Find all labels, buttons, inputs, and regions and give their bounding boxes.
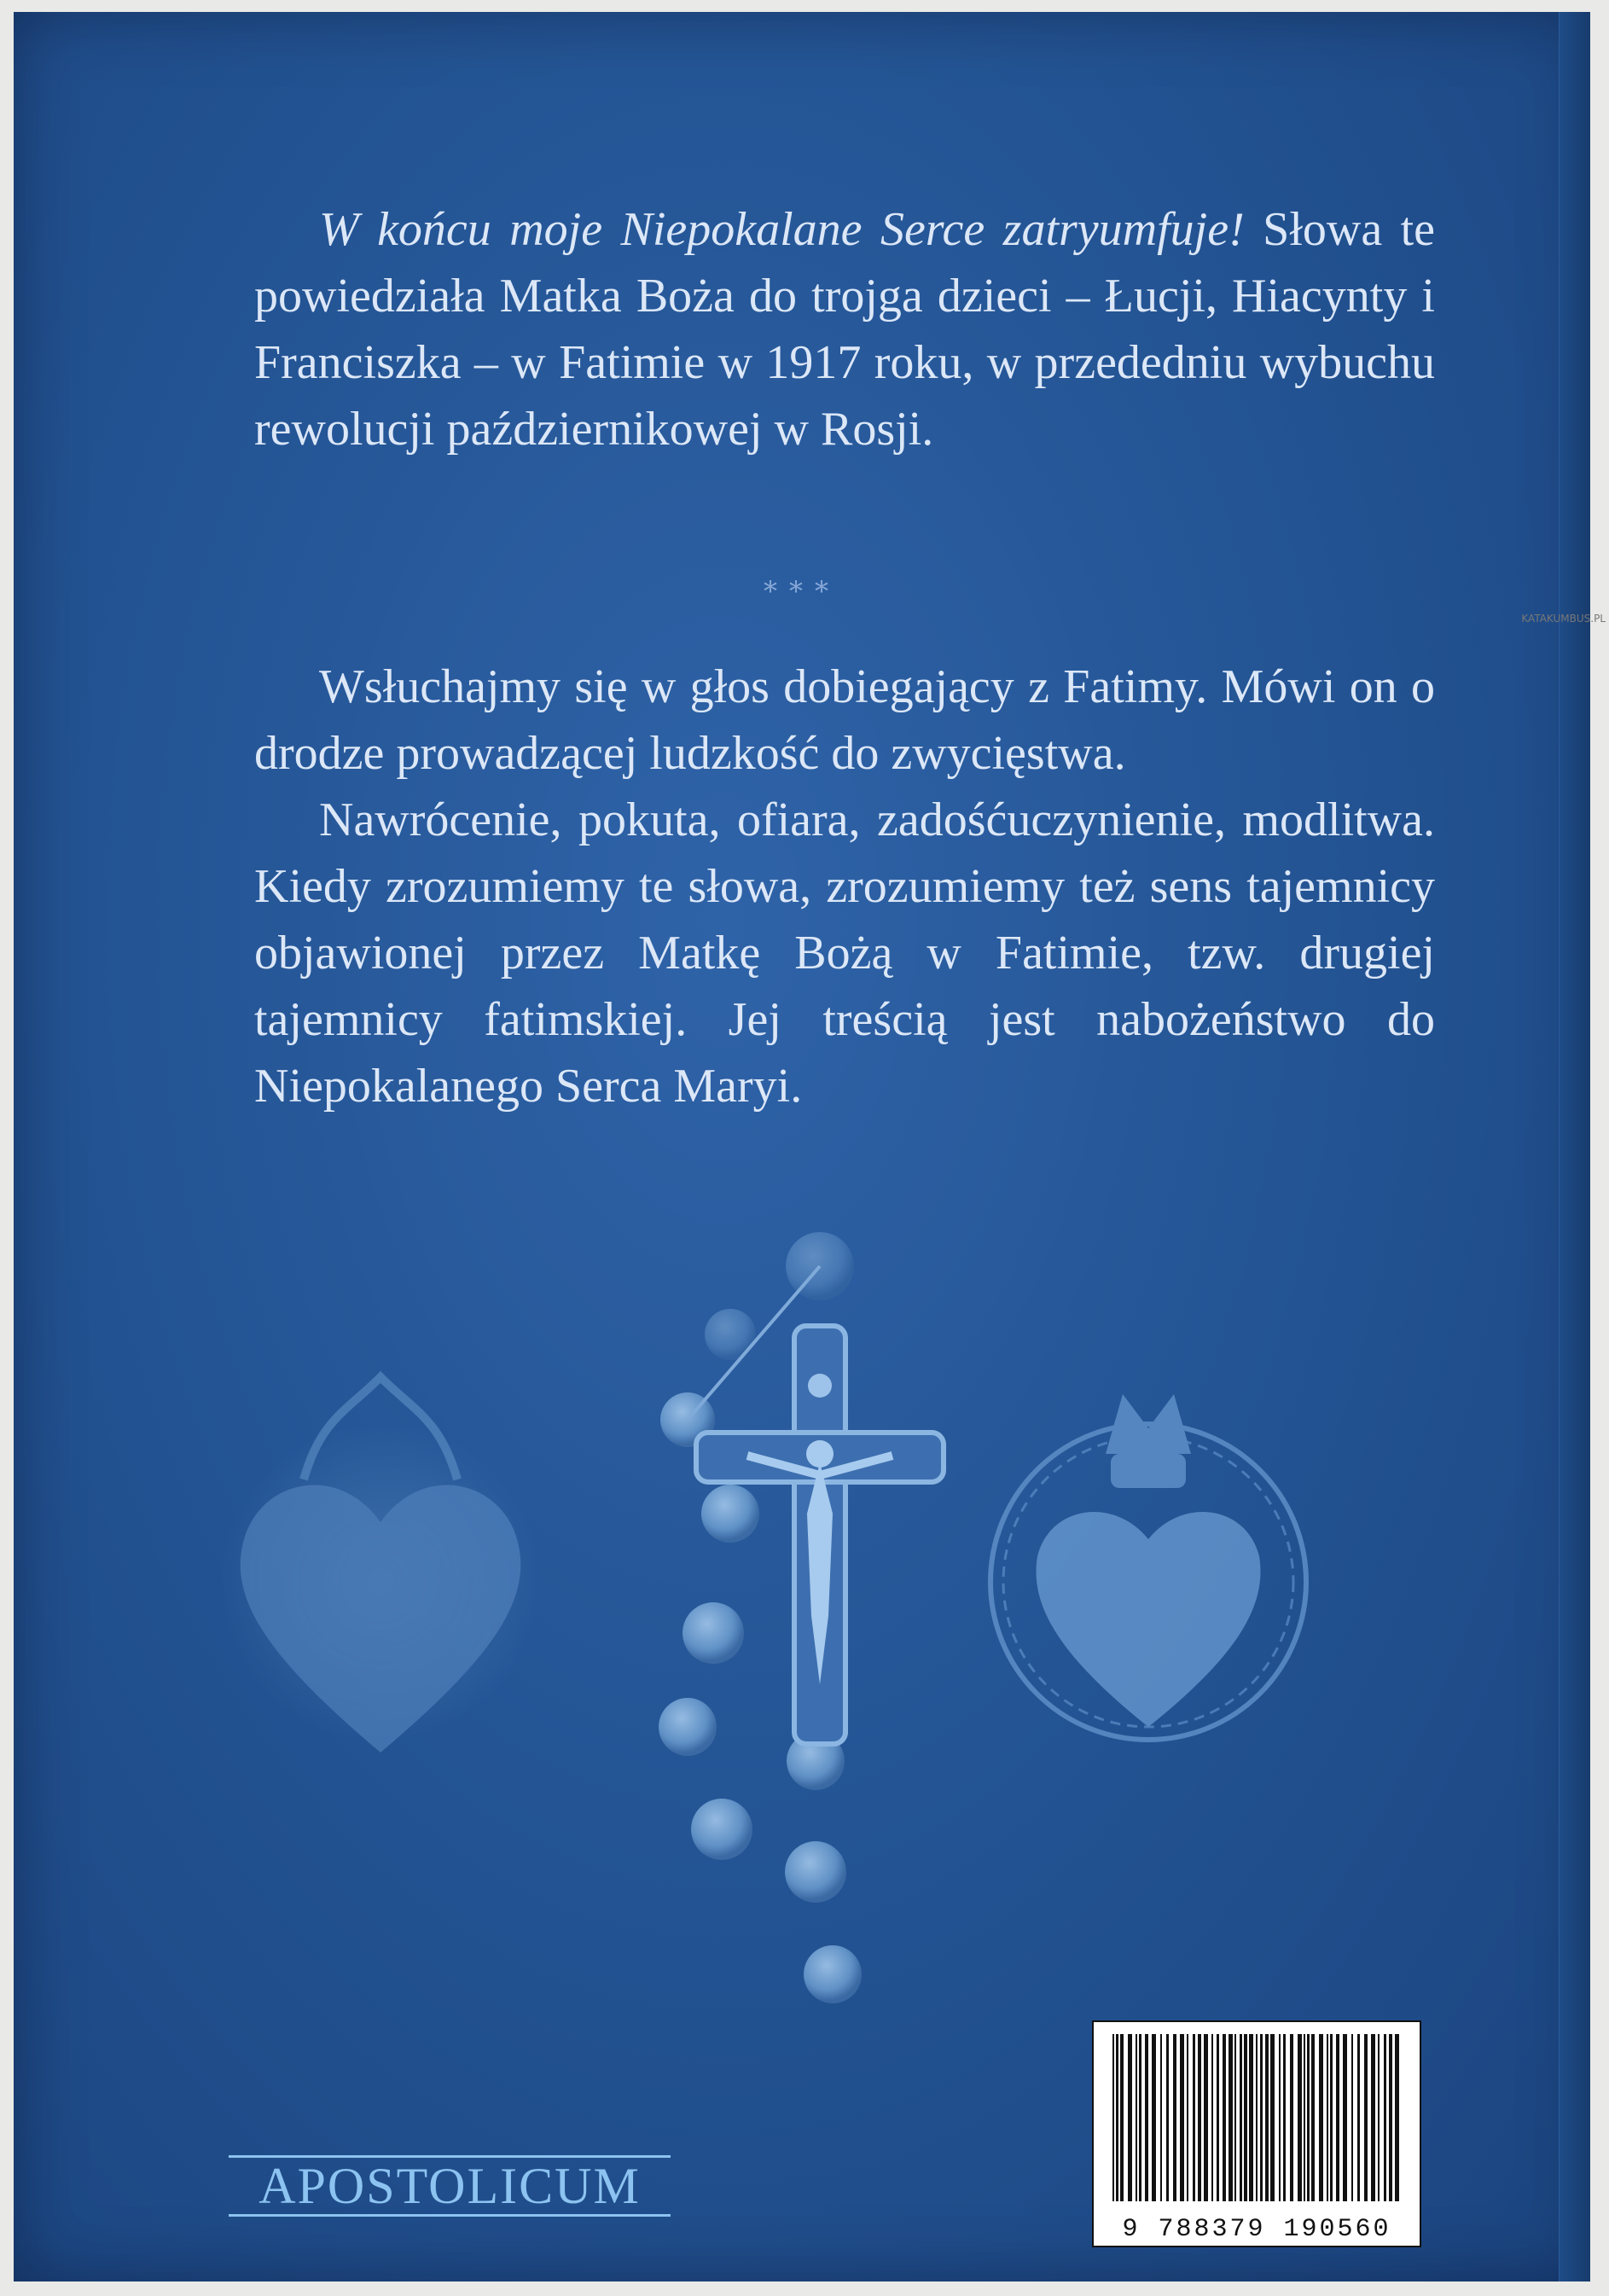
barcode-bar — [1211, 2034, 1213, 2201]
barcode-bar — [1139, 2034, 1141, 2201]
barcode-bar — [1145, 2034, 1148, 2201]
barcode-bar — [1389, 2034, 1392, 2201]
barcode-bar — [1193, 2034, 1195, 2201]
barcode-bars — [1094, 2022, 1420, 2210]
barcode-bar — [1307, 2034, 1310, 2201]
barcode-bar — [1395, 2034, 1399, 2201]
left-heart-icon — [218, 1377, 543, 1753]
barcode-bar — [1343, 2034, 1347, 2201]
barcode-bar — [1112, 2034, 1114, 2201]
barcode-bar — [1256, 2034, 1258, 2201]
separator-stars: *** — [764, 575, 840, 607]
barcode-bar — [1283, 2034, 1286, 2201]
barcode-bar — [1244, 2034, 1247, 2201]
barcode-bar — [1378, 2034, 1380, 2201]
barcode-bar — [1336, 2034, 1339, 2201]
barcode-bar — [1319, 2034, 1323, 2201]
barcode-digits: 9 788379 190560 — [1122, 2215, 1391, 2244]
barcode-bar — [1152, 2034, 1156, 2201]
barcode-bar — [1249, 2034, 1253, 2201]
barcode-bar — [1371, 2034, 1375, 2201]
barcode-bar — [1279, 2034, 1281, 2201]
barcode-bar — [1384, 2034, 1386, 2201]
barcode-bar — [1116, 2034, 1118, 2201]
right-heart-icon — [990, 1394, 1306, 1740]
barcode-bar — [1223, 2034, 1226, 2201]
publisher-logo — [224, 2155, 676, 2217]
barcode-bar — [1265, 2034, 1269, 2201]
barcode-bar — [1357, 2034, 1360, 2201]
barcode-bar — [1198, 2034, 1201, 2201]
barcode-bar — [1234, 2034, 1236, 2201]
paragraph-1: Słowa te powiedziała Matka Boża do trojga dzieci – Łucji, Hiacynty i Franciszka – w Fatimie w 1917 roku, w przededniu wybuchu rewolucji październikowej w Rosji. — [254, 203, 1436, 456]
book-back-cover — [14, 12, 1590, 2281]
barcode-bar — [1187, 2034, 1188, 2201]
barcode-bar — [1160, 2034, 1162, 2201]
barcode-bar — [1217, 2034, 1219, 2201]
barcode-bar — [1173, 2034, 1176, 2201]
paragraph-3: Nawrócenie, pokuta, ofiara, zadośćuczynienie, modlitwa. Kiedy zrozumiemy te słowa, zrozumiemy też sens tajemnicy objawionej przez Matkę Bożą w Fatimie, tzw. drugiej tajemnicy fatimskiej. Jej treścią jest nabożeństwo do Niepokalanego Serca Maryi. — [254, 793, 1435, 1113]
barcode-bar — [1240, 2034, 1242, 2201]
barcode-bar — [1330, 2034, 1333, 2201]
barcode-bar — [1260, 2034, 1263, 2201]
barcode-bar — [1364, 2034, 1368, 2201]
watermark: KATAKUMBUS.PL — [1521, 613, 1606, 625]
logo-rule — [229, 2214, 671, 2217]
barcode-bar — [1180, 2034, 1184, 2201]
intro-text — [254, 196, 1435, 462]
paragraph-2: Wsłuchajmy się w głos dobiegający z Fatimy. Mówi on o drodze prowadzącej ludzkość do zwycięstwa. — [254, 660, 1435, 780]
barcode-bar — [1270, 2034, 1275, 2201]
body-text — [254, 654, 1435, 1119]
barcode-bar — [1120, 2034, 1124, 2201]
barcode-bar — [1304, 2034, 1305, 2201]
isbn-barcode — [1092, 2020, 1421, 2247]
barcode-bar — [1136, 2034, 1137, 2201]
barcode-bar — [1298, 2034, 1302, 2201]
quote-italic: W końcu moje Niepokalane Serce zatryumfuje! — [319, 203, 1245, 256]
barcode-bar — [1128, 2034, 1132, 2201]
barcode-bar — [1327, 2034, 1328, 2201]
barcode-bar — [1204, 2034, 1208, 2201]
publisher-name: APOSTOLICUM — [258, 2158, 641, 2214]
barcode-bar — [1166, 2034, 1169, 2201]
barcode-bar — [1351, 2034, 1353, 2201]
barcode-bar — [1311, 2034, 1315, 2201]
barcode-bar — [1229, 2034, 1233, 2201]
barcode-bar — [1290, 2034, 1293, 2201]
